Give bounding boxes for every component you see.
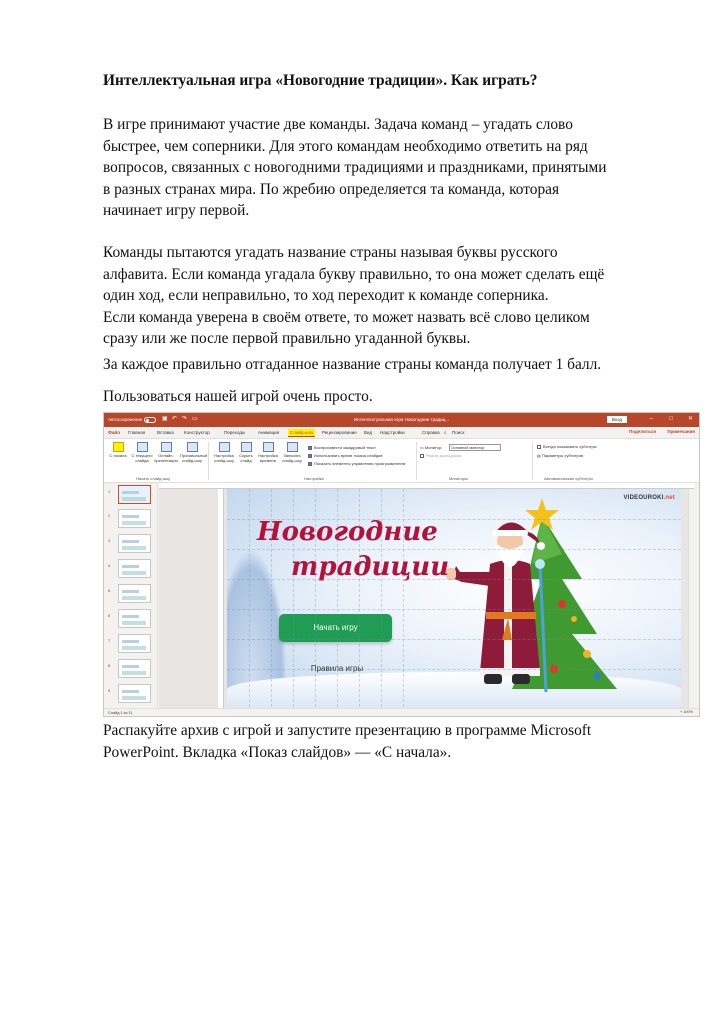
tab-addins[interactable]: Надстройки: [380, 430, 405, 435]
checkbox-label: Показать элементы управления проигрывателем: [314, 461, 406, 466]
logo-suffix: .net: [663, 495, 675, 501]
group-label: Настройка: [304, 476, 324, 481]
setup-icon: [219, 442, 230, 452]
button-label: Записать слайд-шоу: [282, 453, 302, 463]
paragraph-scoring: За каждое правильно отгаданное название страны команда получает 1 балл.: [103, 356, 602, 373]
ribbon-slideshow: [104, 439, 699, 483]
game-rules-link[interactable]: Правила игры: [310, 664, 364, 673]
button-label: Настройка времени: [258, 453, 278, 463]
online-presentation-button[interactable]: [154, 442, 178, 463]
hide-slide-button[interactable]: [234, 442, 258, 463]
slide-editor: [159, 483, 694, 710]
slide-number: 4: [108, 563, 111, 568]
slide-number: 7: [108, 638, 111, 643]
vertical-scrollbar[interactable]: [688, 489, 694, 710]
slide-number: 3: [108, 538, 111, 543]
slide-title-line2: традиции: [290, 552, 450, 582]
save-icon[interactable]: ▣: [162, 416, 168, 422]
narration-checkbox[interactable]: [308, 445, 376, 450]
guide-line: [227, 639, 681, 640]
slide-number: 9: [108, 688, 111, 693]
ribbon-tabs: [104, 427, 699, 439]
slide-number: 6: [108, 613, 111, 618]
guide-line: [315, 489, 316, 707]
guide-line: [403, 489, 404, 707]
slide-thumbnail[interactable]: [118, 485, 151, 504]
guide-line: [359, 489, 360, 707]
from-beginning-button[interactable]: [106, 442, 130, 459]
presenter-view-checkbox[interactable]: [420, 453, 461, 458]
slide-thumbnail[interactable]: [118, 659, 151, 678]
paragraph-line: начинает игру первой.: [103, 202, 250, 219]
guide-line: [337, 489, 338, 707]
monitor-icon: ▭: [420, 445, 425, 450]
rehearse-timings-button[interactable]: [256, 442, 280, 463]
button-label: Параметры субтитров: [541, 453, 584, 458]
button-label: Онлайн-презентация: [154, 453, 178, 463]
setup-show-button[interactable]: [212, 442, 236, 463]
paragraph-easy: Пользоваться нашей игрой очень просто.: [103, 388, 373, 405]
paragraph-line: алфавита. Если команда угадала букву правильно, то она может сделать ещё: [103, 265, 605, 283]
close-icon[interactable]: ✕: [687, 416, 693, 422]
tab-design[interactable]: Конструктор: [184, 430, 210, 435]
vertical-ruler: [218, 489, 224, 710]
guide-line: [381, 489, 382, 707]
subtitle-icon: ▤: [537, 453, 542, 458]
monitor-label-text: Монитор:: [424, 445, 443, 450]
document-heading: Интеллектуальная игра «Новогодние традиции». Как играть?: [103, 72, 538, 89]
slide-title-line1: Новогодние: [257, 517, 438, 547]
videouroki-logo: [624, 495, 675, 501]
paragraph-line: в разных странах мира. По жребию определяется та команда, которая: [103, 180, 560, 198]
tab-help[interactable]: Справка: [422, 430, 440, 435]
tab-slideshow[interactable]: Слайд-шоу: [290, 430, 314, 435]
timer-icon: [263, 442, 274, 452]
checkbox-label: Всегда показывать субтитры: [543, 444, 597, 449]
status-bar: [104, 708, 699, 716]
tab-transitions[interactable]: Переходы: [224, 430, 246, 435]
checkbox-box: [420, 454, 424, 458]
group-label: Автоматические субтитры: [544, 476, 593, 481]
button-label: С начала: [109, 453, 127, 458]
checkbox-label: Режим докладчика: [426, 453, 462, 458]
slide-thumbnail[interactable]: [118, 584, 151, 603]
timings-checkbox[interactable]: [308, 453, 383, 458]
comments-button[interactable]: Примечания: [667, 429, 695, 434]
play-current-icon: [137, 442, 148, 452]
slide-number: 8: [108, 663, 111, 668]
tab-file[interactable]: Файл: [108, 430, 120, 435]
guide-line: [227, 669, 681, 670]
checkbox-box: [308, 462, 312, 466]
start-game-button[interactable]: Начать игру: [279, 614, 392, 642]
slide-number: 1: [108, 489, 111, 494]
guide-line: [227, 579, 681, 580]
paragraph-line: Команды пытаются угадать название страны называя буквы русского: [103, 244, 558, 261]
slide-number: 5: [108, 588, 111, 593]
checkbox-label: Воспроизвести закадровый текст: [314, 445, 376, 450]
paragraph-line: сразу или же после первой правильно угаданной буквы.: [103, 330, 471, 347]
monitor-select[interactable]: Основной монитор: [449, 444, 501, 451]
slide-thumbnail[interactable]: [118, 634, 151, 653]
slide-preview: [227, 489, 681, 707]
checkbox-label: Использовать время показа слайдов: [314, 453, 383, 458]
monitor-label: [420, 445, 442, 450]
button-label: Произвольный слайд-шоу: [180, 453, 208, 463]
slide-number: 2: [108, 513, 111, 518]
record-show-button[interactable]: [280, 442, 304, 463]
record-icon: [287, 442, 298, 452]
guide-line: [227, 519, 681, 520]
group-separator: [208, 442, 209, 480]
button-label: Настройка слайд-шоу: [214, 453, 234, 463]
redo-icon[interactable]: ↷: [182, 416, 188, 422]
guide-line: [227, 609, 681, 610]
group-label: Начать слайд-шоу: [136, 476, 171, 481]
tab-insert[interactable]: Вставка: [157, 430, 174, 435]
tab-review[interactable]: Рецензирование: [322, 430, 357, 435]
paragraph-line: быстрее, чем соперники. Для этого командам необходимо ответить на ряд: [103, 137, 588, 155]
checkbox-box: [537, 445, 541, 449]
tab-animation[interactable]: Анимация: [258, 430, 280, 435]
paragraph-rules-intro: [103, 114, 663, 222]
slide-thumbnails-pane: [104, 483, 158, 710]
button-label: Скрыть слайд: [239, 453, 253, 463]
tab-view[interactable]: Вид: [364, 430, 373, 435]
hide-slide-icon: [241, 442, 252, 452]
paragraph-line: PowerPoint. Вкладка «Показ слайдов» — «С начала».: [103, 743, 452, 761]
slide-thumbnail[interactable]: [118, 609, 151, 628]
always-subtitles-checkbox[interactable]: [537, 444, 597, 449]
title-bar: [104, 413, 699, 427]
window-title: Интеллектуальная игра Новогодние традиц...: [353, 417, 450, 422]
slide-counter: Слайд 1 из 11: [108, 711, 133, 715]
slide-thumbnail[interactable]: [118, 534, 151, 553]
guide-line: [271, 489, 272, 707]
custom-show-icon: [187, 442, 198, 452]
checkbox-box: [308, 446, 312, 450]
santa-tree-illustration: [442, 494, 642, 704]
group-separator: [532, 442, 533, 480]
custom-show-button[interactable]: [180, 442, 208, 463]
powerpoint-screenshot: [103, 412, 700, 717]
paragraph-rules-letters: [103, 242, 663, 350]
subtitle-settings-button[interactable]: [537, 453, 583, 458]
guide-line: [227, 549, 681, 550]
paragraph-line: один ход, если неправильно, то ход переходит к команде соперника.: [103, 287, 549, 304]
maximize-icon[interactable]: □: [669, 416, 673, 422]
play-icon: [113, 442, 124, 452]
paragraph-line: В игре принимают участие две команды. Задача команд – угадать слово: [103, 116, 573, 133]
guide-line: [293, 489, 294, 707]
paragraph-line: Распакуйте архив с игрой и запустите презентацию в программе Microsoft: [103, 722, 592, 739]
search-box[interactable]: Поиск: [452, 430, 465, 435]
button-label: С текущего слайда: [131, 453, 153, 463]
slide-thumbnail[interactable]: [118, 559, 151, 578]
paragraph-line: вопросов, связанных с новогодними традициями и праздниками, принятыми: [103, 159, 607, 176]
media-controls-checkbox[interactable]: [308, 461, 405, 466]
paragraph-line: Если команда уверена в своём ответе, то может назвать всё слово целиком: [103, 308, 590, 326]
globe-icon: [161, 442, 172, 452]
logo-text: VIDEOUROKI: [623, 495, 664, 501]
search-icon[interactable]: ⌕: [444, 430, 447, 435]
guide-line: [249, 489, 250, 707]
start-icon[interactable]: ▭: [192, 416, 198, 422]
share-button[interactable]: Поделиться: [628, 429, 656, 434]
undo-icon[interactable]: ↶: [172, 416, 178, 422]
autosave-label: Автосохранение: [108, 417, 143, 422]
tab-home[interactable]: Главная: [128, 430, 146, 435]
paragraph-instructions: [103, 720, 663, 763]
checkbox-box: [308, 454, 312, 458]
signin-button[interactable]: Вход: [607, 416, 627, 423]
minimize-icon[interactable]: –: [649, 416, 653, 422]
from-current-button[interactable]: [130, 442, 154, 463]
slide-thumbnail[interactable]: [118, 684, 151, 703]
zoom-level[interactable]: + 100%: [680, 710, 693, 714]
group-separator: [416, 442, 417, 480]
group-label: Мониторы: [449, 476, 469, 481]
slide-thumbnail[interactable]: [118, 509, 151, 528]
